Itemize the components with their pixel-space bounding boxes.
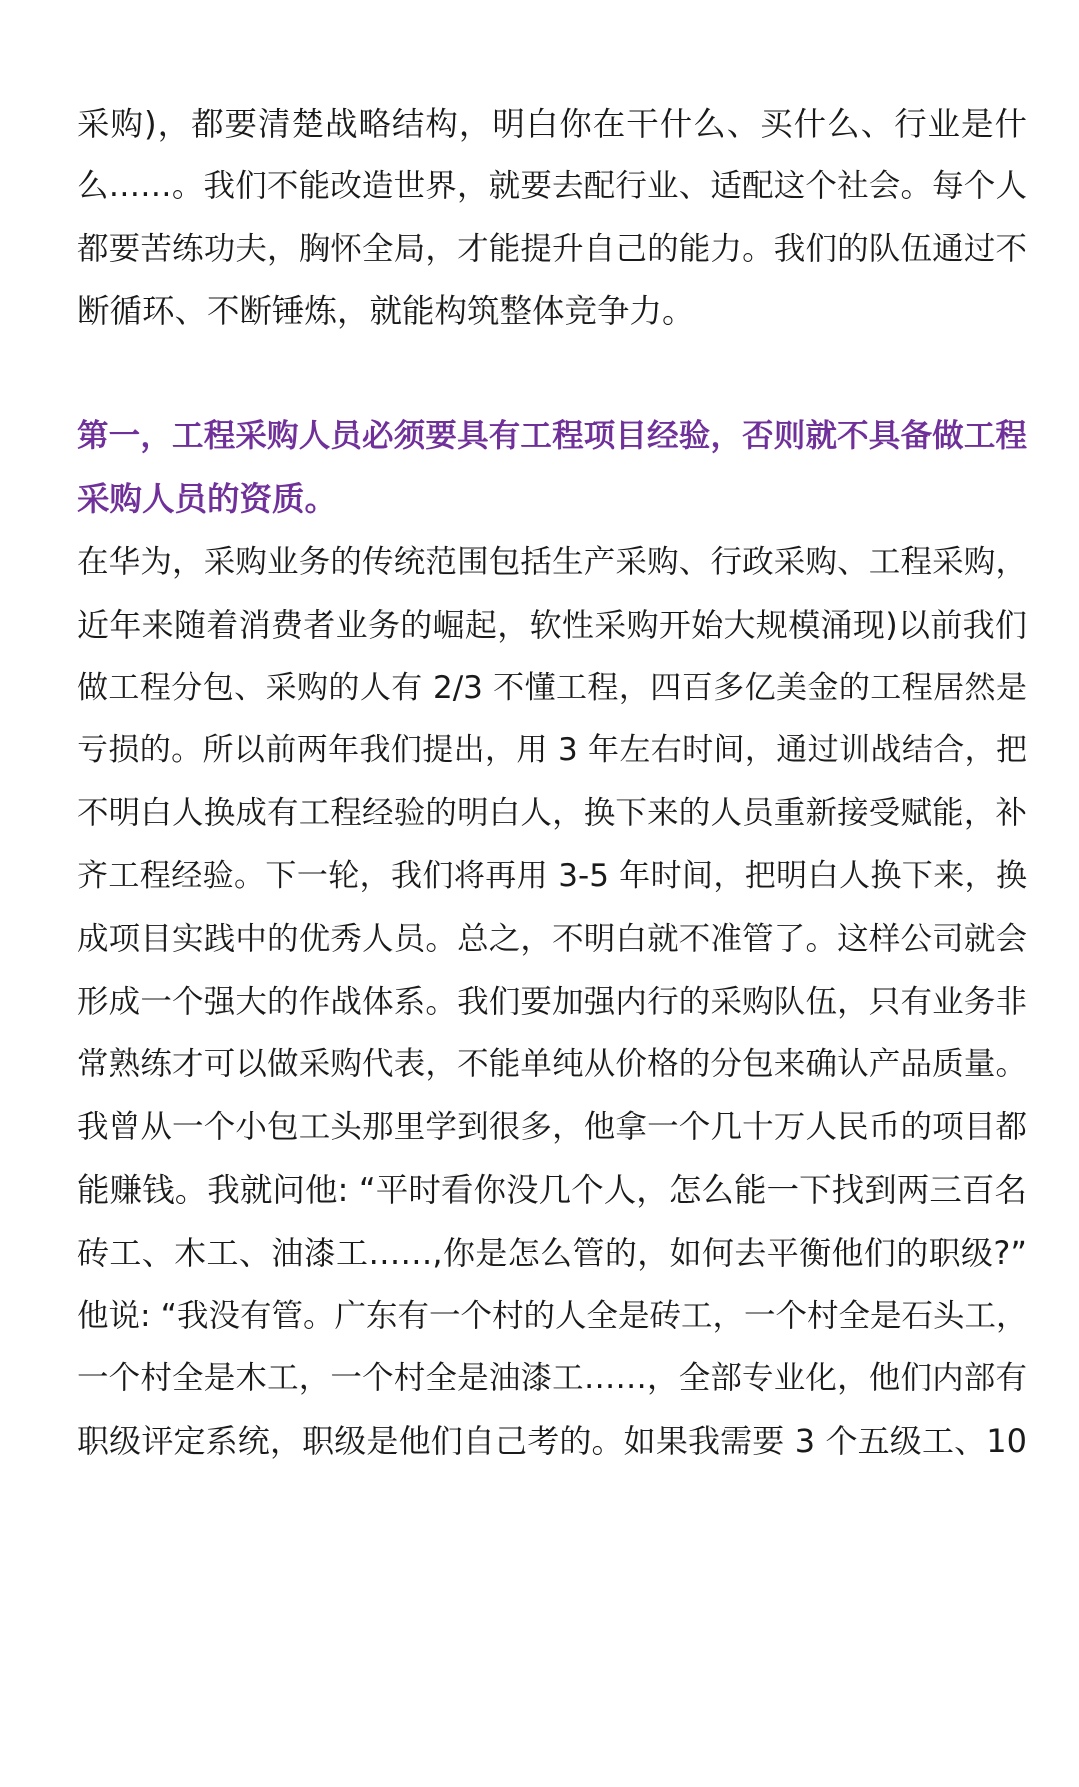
text-line: 形成一个强大的作战体系。我们要加强内行的采购队伍，只有业务非 — [77, 984, 1027, 1020]
text-line: 我曾从一个小包工头那里学到很多，他拿一个几十万人民币的项目都 — [77, 1109, 1027, 1145]
text-line: 一个村全是木工，一个村全是油漆工……，全部专业化，他们内部有 — [77, 1360, 1027, 1396]
text-line: 做工程分包、采购的人有 2/3 不懂工程，四百多亿美金的工程居然是 — [77, 670, 1027, 706]
text-line: 不明白人换成有工程经验的明白人，换下来的人员重新接受赋能，补 — [77, 795, 1027, 831]
text-line: 近年来随着消费者业务的崛起，软性采购开始大规模涌现)以前我们 — [77, 606, 1027, 644]
text-line: 采购)，都要清楚战略结构，明白你在干什么、买什么、行业是什 — [77, 105, 1027, 143]
heading-line: 采购人员的资质。 — [77, 480, 338, 518]
heading-line: 第一，工程采购人员必须要具有工程项目经验，否则就不具备做工程 — [77, 418, 1027, 454]
text-line: 他说: “我没有管。广东有一个村的人全是砖工，一个村全是石头工， — [77, 1298, 1027, 1334]
text-line: 常熟练才可以做采购代表，不能单纯从价格的分包来确认产品质量。 — [77, 1046, 1027, 1082]
text-line: 砖工、木工、油漆工……,你是怎么管的，如何去平衡他们的职级?” — [77, 1234, 1027, 1272]
text-line: 都要苦练功夫，胸怀全局，才能提升自己的能力。我们的队伍通过不 — [77, 231, 1027, 267]
text-line: 在华为，采购业务的传统范围包括生产采购、行政采购、工程采购， — [77, 544, 1027, 580]
text-line: 能赚钱。我就问他: “平时看你没几个人，怎么能一下找到两三百名 — [77, 1171, 1027, 1209]
text-line: 亏损的。所以前两年我们提出，用 3 年左右时间，通过训战结合，把 — [77, 732, 1027, 768]
text-line: 断循环、不断锤炼，就能构筑整体竞争力。 — [77, 292, 695, 330]
text-line: 么……。我们不能改造世界，就要去配行业、适配这个社会。每个人 — [77, 168, 1027, 204]
text-line: 齐工程经验。下一轮，我们将再用 3-5 年时间，把明白人换下来，换 — [77, 858, 1027, 894]
text-line: 职级评定系统，职级是他们自己考的。如果我需要 3 个五级工、10 — [77, 1422, 1027, 1460]
text-line: 成项目实践中的优秀人员。总之，不明白就不准管了。这样公司就会 — [77, 921, 1027, 957]
